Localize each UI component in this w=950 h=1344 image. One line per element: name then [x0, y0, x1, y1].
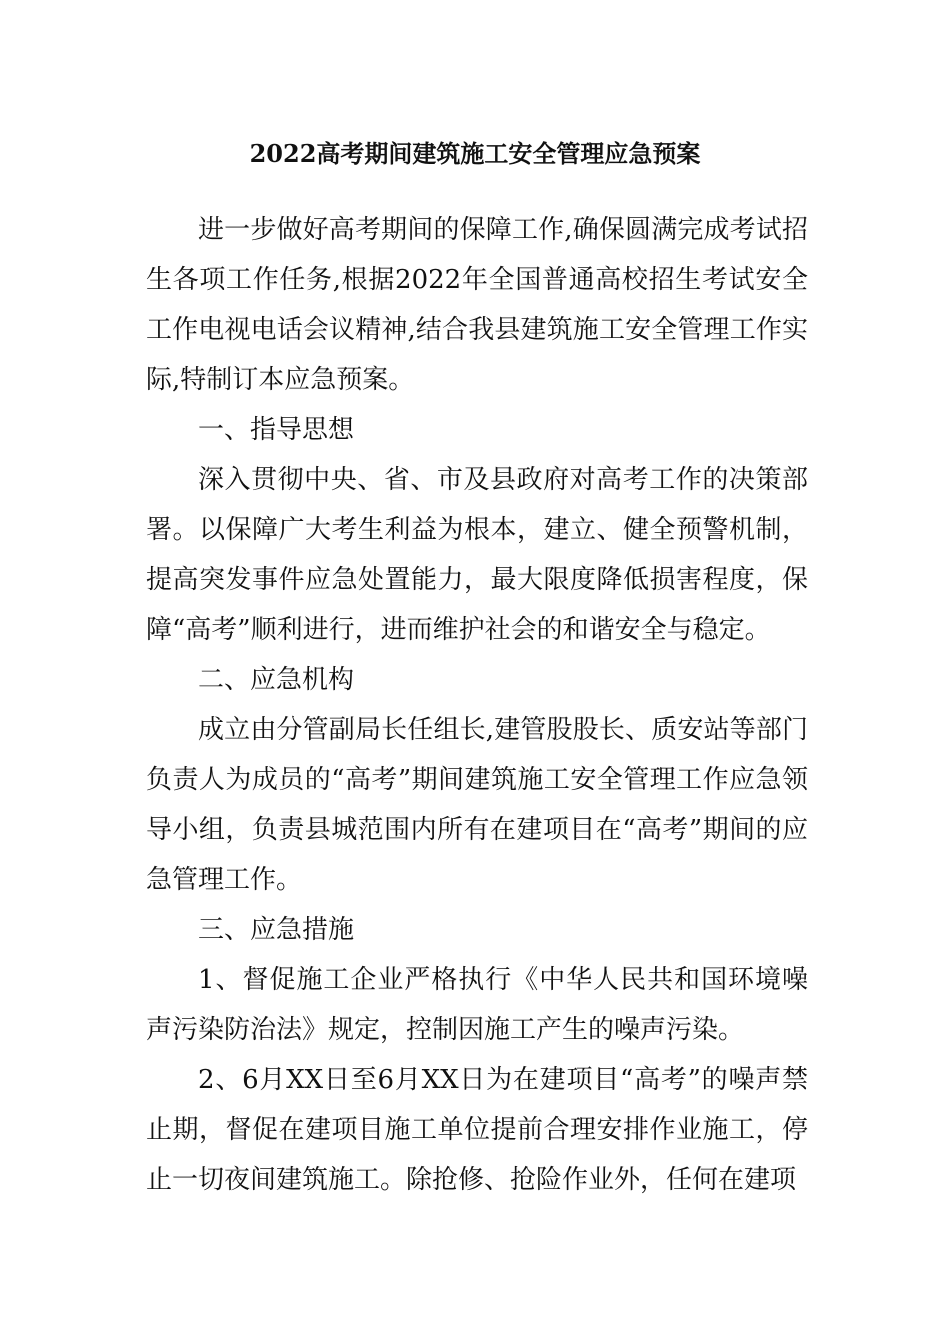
guiding-ideology-paragraph: 深入贯彻中央、省、市及县政府对高考工作的决策部署。以保障广大考生利益为根本，建立、健全预警机制，提高突发事件应急处置能力，最大限度降低损害程度，保障“高考”顺利进行，进而维护社会的和谐安全与稳定。 [146, 465, 808, 645]
intro-paragraph: 进一步做好高考期间的保障工作,确保圆满完成考试招生各项工作任务,根据2022年全国普通高校招生考试安全工作电视电话会议精神,结合我县建筑施工安全管理工作实际,特制订本应急预案。 [146, 215, 808, 395]
section-heading-emergency-measures: 三、应急措施 [198, 915, 355, 945]
section-heading-guiding-ideology: 一、指导思想 [198, 415, 355, 445]
section-heading-emergency-organization: 二、应急机构 [198, 665, 355, 695]
document-body [146, 205, 808, 1205]
measure-item-1: 1、督促施工企业严格执行《中华人民共和国环境噪声污染防治法》规定，控制因施工产生的噪声污染。 [146, 965, 808, 1045]
measure-item-2: 2、6月XX日至6月XX日为在建项目“高考”的噪声禁止期，督促在建项目施工单位提前合理安排作业施工，停止一切夜间建筑施工。除抢修、抢险作业外，任何在建项 [146, 1065, 808, 1195]
emergency-organization-paragraph: 成立由分管副局长任组长,建管股股长、质安站等部门负责人为成员的“高考”期间建筑施工安全管理工作应急领导小组，负责县城范围内所有在建项目在“高考”期间的应急管理工作。 [146, 715, 808, 895]
document-title: 2022高考期间建筑施工安全管理应急预案 [249, 139, 701, 168]
